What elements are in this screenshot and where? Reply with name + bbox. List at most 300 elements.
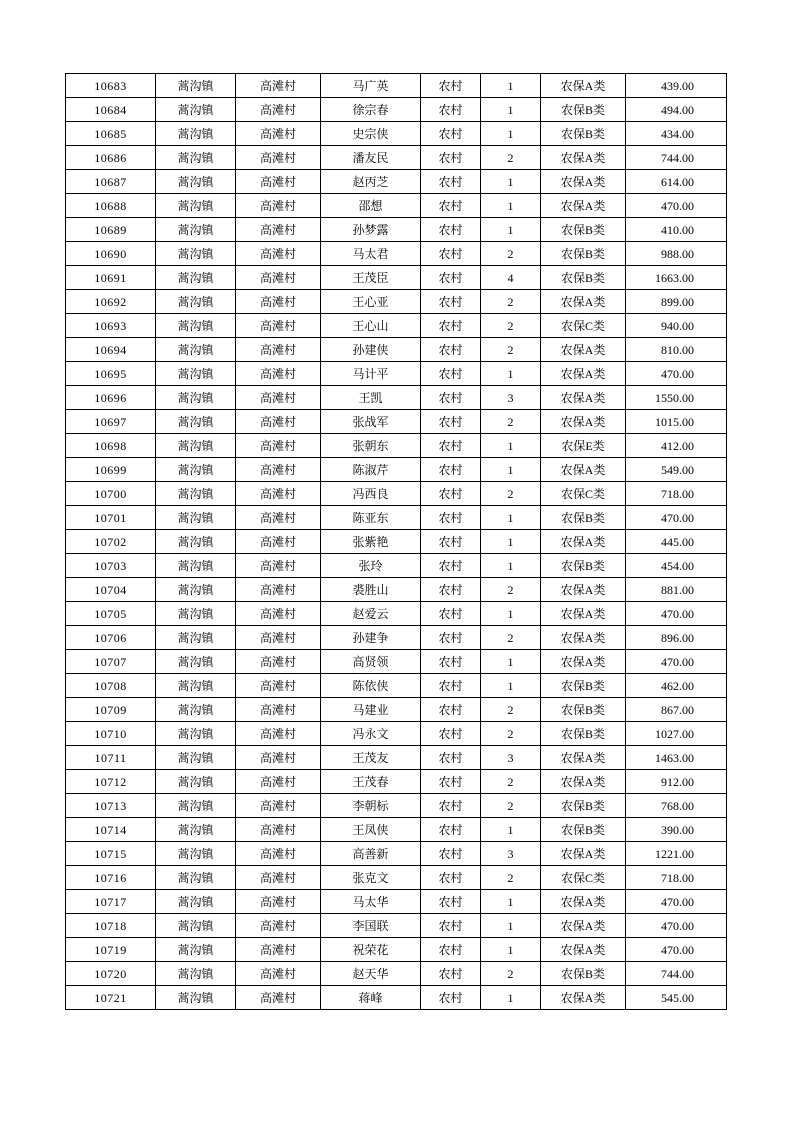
table-cell-town: 蒿沟镇 (156, 98, 236, 122)
table-cell-name: 张紫艳 (321, 530, 421, 554)
table-cell-village: 高滩村 (236, 530, 321, 554)
table-cell-amount: 549.00 (626, 458, 727, 482)
table-row (66, 122, 727, 146)
table-cell-name: 马太华 (321, 890, 421, 914)
table-cell-id: 10702 (66, 530, 156, 554)
table-cell-village: 高滩村 (236, 314, 321, 338)
table-cell-count: 1 (481, 650, 541, 674)
table-cell-insurance_type: 农保B类 (541, 818, 626, 842)
table-cell-insurance_type: 农保C类 (541, 482, 626, 506)
table-cell-village: 高滩村 (236, 626, 321, 650)
table-cell-count: 2 (481, 626, 541, 650)
table-row (66, 866, 727, 890)
table-cell-town: 蒿沟镇 (156, 530, 236, 554)
table-row (66, 890, 727, 914)
table-cell-category: 农村 (421, 362, 481, 386)
table-cell-village: 高滩村 (236, 698, 321, 722)
table-cell-insurance_type: 农保B类 (541, 794, 626, 818)
table-cell-village: 高滩村 (236, 170, 321, 194)
table-cell-town: 蒿沟镇 (156, 74, 236, 98)
table-cell-town: 蒿沟镇 (156, 770, 236, 794)
table-cell-amount: 390.00 (626, 818, 727, 842)
table-cell-town: 蒿沟镇 (156, 290, 236, 314)
table-cell-name: 赵丙芝 (321, 170, 421, 194)
table-cell-id: 10703 (66, 554, 156, 578)
table-cell-name: 张战军 (321, 410, 421, 434)
table-cell-insurance_type: 农保B类 (541, 122, 626, 146)
table-cell-count: 2 (481, 698, 541, 722)
table-cell-id: 10689 (66, 218, 156, 242)
table-cell-name: 蒋峰 (321, 986, 421, 1010)
table-cell-name: 孙建侠 (321, 338, 421, 362)
table-cell-amount: 412.00 (626, 434, 727, 458)
table-cell-amount: 899.00 (626, 290, 727, 314)
table-cell-name: 陈淑芹 (321, 458, 421, 482)
table-cell-id: 10721 (66, 986, 156, 1010)
table-cell-town: 蒿沟镇 (156, 482, 236, 506)
table-cell-category: 农村 (421, 698, 481, 722)
table-cell-amount: 454.00 (626, 554, 727, 578)
table-cell-insurance_type: 农保A类 (541, 74, 626, 98)
table-cell-count: 4 (481, 266, 541, 290)
table-cell-category: 农村 (421, 650, 481, 674)
table-cell-town: 蒿沟镇 (156, 338, 236, 362)
table-cell-insurance_type: 农保A类 (541, 530, 626, 554)
table-cell-id: 10712 (66, 770, 156, 794)
table-cell-count: 2 (481, 242, 541, 266)
table-cell-amount: 1663.00 (626, 266, 727, 290)
table-cell-village: 高滩村 (236, 842, 321, 866)
table-cell-count: 2 (481, 338, 541, 362)
table-cell-village: 高滩村 (236, 338, 321, 362)
table-cell-town: 蒿沟镇 (156, 242, 236, 266)
table-cell-village: 高滩村 (236, 890, 321, 914)
table-cell-id: 10716 (66, 866, 156, 890)
table-cell-amount: 744.00 (626, 962, 727, 986)
benefits-table (65, 73, 727, 1010)
table-cell-id: 10694 (66, 338, 156, 362)
table-cell-category: 农村 (421, 98, 481, 122)
table-cell-name: 李国联 (321, 914, 421, 938)
table-cell-category: 农村 (421, 794, 481, 818)
table-cell-count: 2 (481, 482, 541, 506)
table-cell-count: 1 (481, 530, 541, 554)
table-cell-amount: 881.00 (626, 578, 727, 602)
table-cell-name: 邵想 (321, 194, 421, 218)
table-cell-id: 10706 (66, 626, 156, 650)
table-cell-id: 10704 (66, 578, 156, 602)
table-cell-town: 蒿沟镇 (156, 650, 236, 674)
table-cell-amount: 867.00 (626, 698, 727, 722)
table-cell-insurance_type: 农保A类 (541, 410, 626, 434)
table-cell-id: 10690 (66, 242, 156, 266)
table-cell-town: 蒿沟镇 (156, 914, 236, 938)
table-cell-town: 蒿沟镇 (156, 410, 236, 434)
table-cell-id: 10719 (66, 938, 156, 962)
table-cell-category: 农村 (421, 170, 481, 194)
table-cell-insurance_type: 农保A类 (541, 986, 626, 1010)
table-cell-category: 农村 (421, 290, 481, 314)
table-cell-id: 10685 (66, 122, 156, 146)
table-cell-amount: 810.00 (626, 338, 727, 362)
table-cell-name: 裘胜山 (321, 578, 421, 602)
table-cell-count: 1 (481, 554, 541, 578)
table-cell-town: 蒿沟镇 (156, 194, 236, 218)
table-cell-name: 李朝标 (321, 794, 421, 818)
table-cell-id: 10688 (66, 194, 156, 218)
table-cell-name: 王茂臣 (321, 266, 421, 290)
table-cell-id: 10707 (66, 650, 156, 674)
table-cell-name: 孙梦露 (321, 218, 421, 242)
table-cell-town: 蒿沟镇 (156, 602, 236, 626)
table-cell-count: 2 (481, 290, 541, 314)
table-row (66, 98, 727, 122)
table-cell-town: 蒿沟镇 (156, 698, 236, 722)
table-cell-category: 农村 (421, 818, 481, 842)
table-cell-id: 10709 (66, 698, 156, 722)
table-row (66, 818, 727, 842)
table-cell-amount: 1027.00 (626, 722, 727, 746)
table-cell-name: 马广英 (321, 74, 421, 98)
table-cell-village: 高滩村 (236, 962, 321, 986)
table-cell-id: 10710 (66, 722, 156, 746)
table-cell-category: 农村 (421, 626, 481, 650)
table-row (66, 362, 727, 386)
table-cell-count: 1 (481, 890, 541, 914)
table-cell-village: 高滩村 (236, 506, 321, 530)
table-cell-category: 农村 (421, 986, 481, 1010)
table-cell-village: 高滩村 (236, 410, 321, 434)
table-cell-insurance_type: 农保B类 (541, 506, 626, 530)
table-row (66, 530, 727, 554)
table-cell-count: 1 (481, 98, 541, 122)
table-cell-village: 高滩村 (236, 266, 321, 290)
table-cell-amount: 470.00 (626, 194, 727, 218)
table-cell-insurance_type: 农保C类 (541, 314, 626, 338)
table-row (66, 170, 727, 194)
table-cell-village: 高滩村 (236, 122, 321, 146)
table-row (66, 386, 727, 410)
table-cell-village: 高滩村 (236, 146, 321, 170)
table-cell-name: 孙建争 (321, 626, 421, 650)
table-cell-id: 10699 (66, 458, 156, 482)
table-cell-name: 潘友民 (321, 146, 421, 170)
table-cell-count: 1 (481, 194, 541, 218)
table-cell-count: 2 (481, 866, 541, 890)
table-cell-town: 蒿沟镇 (156, 938, 236, 962)
table-cell-insurance_type: 农保B类 (541, 554, 626, 578)
table-cell-category: 农村 (421, 530, 481, 554)
table-cell-village: 高滩村 (236, 482, 321, 506)
table-cell-name: 张朝东 (321, 434, 421, 458)
table-cell-category: 农村 (421, 938, 481, 962)
table-cell-category: 农村 (421, 554, 481, 578)
table-cell-town: 蒿沟镇 (156, 794, 236, 818)
table-cell-village: 高滩村 (236, 818, 321, 842)
table-cell-id: 10711 (66, 746, 156, 770)
table-cell-count: 1 (481, 818, 541, 842)
table-cell-name: 陈亚东 (321, 506, 421, 530)
table-cell-name: 马计平 (321, 362, 421, 386)
table-cell-village: 高滩村 (236, 218, 321, 242)
table-cell-count: 1 (481, 506, 541, 530)
table-row (66, 746, 727, 770)
table-cell-amount: 439.00 (626, 74, 727, 98)
table-cell-name: 王凤侠 (321, 818, 421, 842)
table-row (66, 314, 727, 338)
table-cell-village: 高滩村 (236, 554, 321, 578)
table-cell-count: 1 (481, 74, 541, 98)
table-cell-town: 蒿沟镇 (156, 218, 236, 242)
table-cell-town: 蒿沟镇 (156, 818, 236, 842)
table-cell-village: 高滩村 (236, 866, 321, 890)
table-cell-town: 蒿沟镇 (156, 170, 236, 194)
table-body (66, 74, 727, 1010)
table-cell-insurance_type: 农保A类 (541, 842, 626, 866)
table-cell-category: 农村 (421, 242, 481, 266)
table-row (66, 482, 727, 506)
table-cell-village: 高滩村 (236, 986, 321, 1010)
table-cell-insurance_type: 农保A类 (541, 626, 626, 650)
table-cell-name: 祝荣花 (321, 938, 421, 962)
table-cell-amount: 462.00 (626, 674, 727, 698)
table-cell-town: 蒿沟镇 (156, 458, 236, 482)
table-cell-amount: 896.00 (626, 626, 727, 650)
table-cell-id: 10701 (66, 506, 156, 530)
table-cell-insurance_type: 农保A类 (541, 650, 626, 674)
table-cell-town: 蒿沟镇 (156, 890, 236, 914)
table-cell-amount: 1463.00 (626, 746, 727, 770)
table-cell-id: 10713 (66, 794, 156, 818)
table-cell-category: 农村 (421, 74, 481, 98)
table-row (66, 698, 727, 722)
table-cell-amount: 718.00 (626, 866, 727, 890)
table-cell-amount: 470.00 (626, 914, 727, 938)
table-cell-town: 蒿沟镇 (156, 674, 236, 698)
table-cell-id: 10714 (66, 818, 156, 842)
table-cell-name: 赵天华 (321, 962, 421, 986)
table-cell-name: 高善新 (321, 842, 421, 866)
table-cell-insurance_type: 农保A类 (541, 290, 626, 314)
table-row (66, 74, 727, 98)
table-cell-town: 蒿沟镇 (156, 866, 236, 890)
table-cell-village: 高滩村 (236, 242, 321, 266)
table-row (66, 194, 727, 218)
table-cell-amount: 940.00 (626, 314, 727, 338)
table-cell-amount: 718.00 (626, 482, 727, 506)
table-cell-name: 马太君 (321, 242, 421, 266)
table-cell-village: 高滩村 (236, 578, 321, 602)
table-cell-village: 高滩村 (236, 434, 321, 458)
table-cell-category: 农村 (421, 578, 481, 602)
table-cell-insurance_type: 农保A类 (541, 146, 626, 170)
table-cell-village: 高滩村 (236, 770, 321, 794)
table-cell-name: 陈依侠 (321, 674, 421, 698)
table-cell-insurance_type: 农保A类 (541, 914, 626, 938)
table-cell-id: 10705 (66, 602, 156, 626)
table-cell-id: 10715 (66, 842, 156, 866)
table-cell-id: 10708 (66, 674, 156, 698)
table-row (66, 794, 727, 818)
table-cell-count: 1 (481, 458, 541, 482)
table-cell-id: 10717 (66, 890, 156, 914)
table-cell-name: 冯西良 (321, 482, 421, 506)
table-cell-amount: 545.00 (626, 986, 727, 1010)
table-cell-category: 农村 (421, 218, 481, 242)
table-cell-count: 2 (481, 794, 541, 818)
table-cell-village: 高滩村 (236, 74, 321, 98)
table-cell-amount: 768.00 (626, 794, 727, 818)
table-cell-count: 2 (481, 578, 541, 602)
table-cell-category: 农村 (421, 602, 481, 626)
table-cell-name: 王茂友 (321, 746, 421, 770)
table-row (66, 458, 727, 482)
table-cell-town: 蒿沟镇 (156, 122, 236, 146)
table-cell-amount: 1221.00 (626, 842, 727, 866)
table-cell-insurance_type: 农保A类 (541, 746, 626, 770)
table-cell-insurance_type: 农保A类 (541, 338, 626, 362)
table-cell-town: 蒿沟镇 (156, 146, 236, 170)
table-cell-town: 蒿沟镇 (156, 386, 236, 410)
table-cell-id: 10720 (66, 962, 156, 986)
table-cell-name: 张克文 (321, 866, 421, 890)
table-cell-insurance_type: 农保A类 (541, 362, 626, 386)
table-row (66, 578, 727, 602)
table-cell-village: 高滩村 (236, 362, 321, 386)
table-cell-category: 农村 (421, 722, 481, 746)
table-cell-id: 10696 (66, 386, 156, 410)
table-cell-insurance_type: 农保A类 (541, 194, 626, 218)
table-row (66, 242, 727, 266)
table-cell-count: 1 (481, 434, 541, 458)
table-cell-count: 1 (481, 938, 541, 962)
table-cell-insurance_type: 农保C类 (541, 866, 626, 890)
table-cell-town: 蒿沟镇 (156, 554, 236, 578)
table-cell-category: 农村 (421, 314, 481, 338)
table-cell-village: 高滩村 (236, 914, 321, 938)
table-cell-insurance_type: 农保B类 (541, 266, 626, 290)
table-row (66, 650, 727, 674)
table-row (66, 986, 727, 1010)
table-cell-amount: 470.00 (626, 650, 727, 674)
table-cell-amount: 445.00 (626, 530, 727, 554)
table-cell-town: 蒿沟镇 (156, 986, 236, 1010)
table-cell-count: 2 (481, 410, 541, 434)
table-row (66, 146, 727, 170)
table-cell-category: 农村 (421, 962, 481, 986)
table-cell-insurance_type: 农保E类 (541, 434, 626, 458)
table-cell-category: 农村 (421, 458, 481, 482)
table-cell-amount: 470.00 (626, 938, 727, 962)
table-cell-id: 10683 (66, 74, 156, 98)
table-cell-village: 高滩村 (236, 458, 321, 482)
table-cell-insurance_type: 农保A类 (541, 578, 626, 602)
table-cell-amount: 410.00 (626, 218, 727, 242)
table-cell-count: 2 (481, 314, 541, 338)
table-cell-id: 10718 (66, 914, 156, 938)
table-cell-insurance_type: 农保A类 (541, 938, 626, 962)
table-cell-count: 2 (481, 962, 541, 986)
table-row (66, 938, 727, 962)
table-cell-id: 10698 (66, 434, 156, 458)
table-cell-town: 蒿沟镇 (156, 722, 236, 746)
table-cell-name: 王心亚 (321, 290, 421, 314)
table-cell-amount: 470.00 (626, 890, 727, 914)
table-cell-village: 高滩村 (236, 674, 321, 698)
table-cell-amount: 1015.00 (626, 410, 727, 434)
table-cell-name: 徐宗春 (321, 98, 421, 122)
table-cell-category: 农村 (421, 410, 481, 434)
table-cell-category: 农村 (421, 866, 481, 890)
table-cell-count: 2 (481, 146, 541, 170)
table-cell-village: 高滩村 (236, 746, 321, 770)
table-cell-id: 10684 (66, 98, 156, 122)
table-cell-count: 1 (481, 674, 541, 698)
table-cell-count: 2 (481, 722, 541, 746)
table-cell-count: 1 (481, 362, 541, 386)
table-cell-town: 蒿沟镇 (156, 314, 236, 338)
table-row (66, 338, 727, 362)
table-cell-name: 史宗侠 (321, 122, 421, 146)
table-cell-amount: 494.00 (626, 98, 727, 122)
table-cell-village: 高滩村 (236, 650, 321, 674)
table-row (66, 554, 727, 578)
table-cell-category: 农村 (421, 914, 481, 938)
table-cell-name: 赵爱云 (321, 602, 421, 626)
table-cell-town: 蒿沟镇 (156, 626, 236, 650)
table-cell-id: 10700 (66, 482, 156, 506)
table-cell-town: 蒿沟镇 (156, 962, 236, 986)
table-cell-category: 农村 (421, 386, 481, 410)
table-cell-category: 农村 (421, 482, 481, 506)
table-row (66, 962, 727, 986)
table-cell-village: 高滩村 (236, 794, 321, 818)
table-cell-insurance_type: 农保A类 (541, 770, 626, 794)
table-cell-town: 蒿沟镇 (156, 842, 236, 866)
table-cell-count: 1 (481, 122, 541, 146)
table-cell-count: 3 (481, 842, 541, 866)
table-cell-name: 马建业 (321, 698, 421, 722)
table-cell-category: 农村 (421, 122, 481, 146)
table-cell-category: 农村 (421, 674, 481, 698)
table-cell-name: 王茂春 (321, 770, 421, 794)
table-cell-village: 高滩村 (236, 722, 321, 746)
table-cell-insurance_type: 农保B类 (541, 962, 626, 986)
table-row (66, 914, 727, 938)
table-cell-amount: 434.00 (626, 122, 727, 146)
table-cell-name: 高贤领 (321, 650, 421, 674)
table-cell-category: 农村 (421, 770, 481, 794)
table-cell-id: 10686 (66, 146, 156, 170)
table-cell-count: 3 (481, 746, 541, 770)
table-row (66, 770, 727, 794)
table-cell-name: 张玲 (321, 554, 421, 578)
table-cell-id: 10693 (66, 314, 156, 338)
table-cell-town: 蒿沟镇 (156, 434, 236, 458)
table-cell-insurance_type: 农保B类 (541, 674, 626, 698)
table-row (66, 266, 727, 290)
table-cell-amount: 470.00 (626, 362, 727, 386)
table-row (66, 434, 727, 458)
table-cell-amount: 1550.00 (626, 386, 727, 410)
table-cell-name: 王心山 (321, 314, 421, 338)
table-cell-insurance_type: 农保B类 (541, 242, 626, 266)
table-cell-insurance_type: 农保B类 (541, 698, 626, 722)
table-row (66, 290, 727, 314)
table-cell-count: 1 (481, 914, 541, 938)
table-row (66, 506, 727, 530)
table-cell-amount: 470.00 (626, 506, 727, 530)
